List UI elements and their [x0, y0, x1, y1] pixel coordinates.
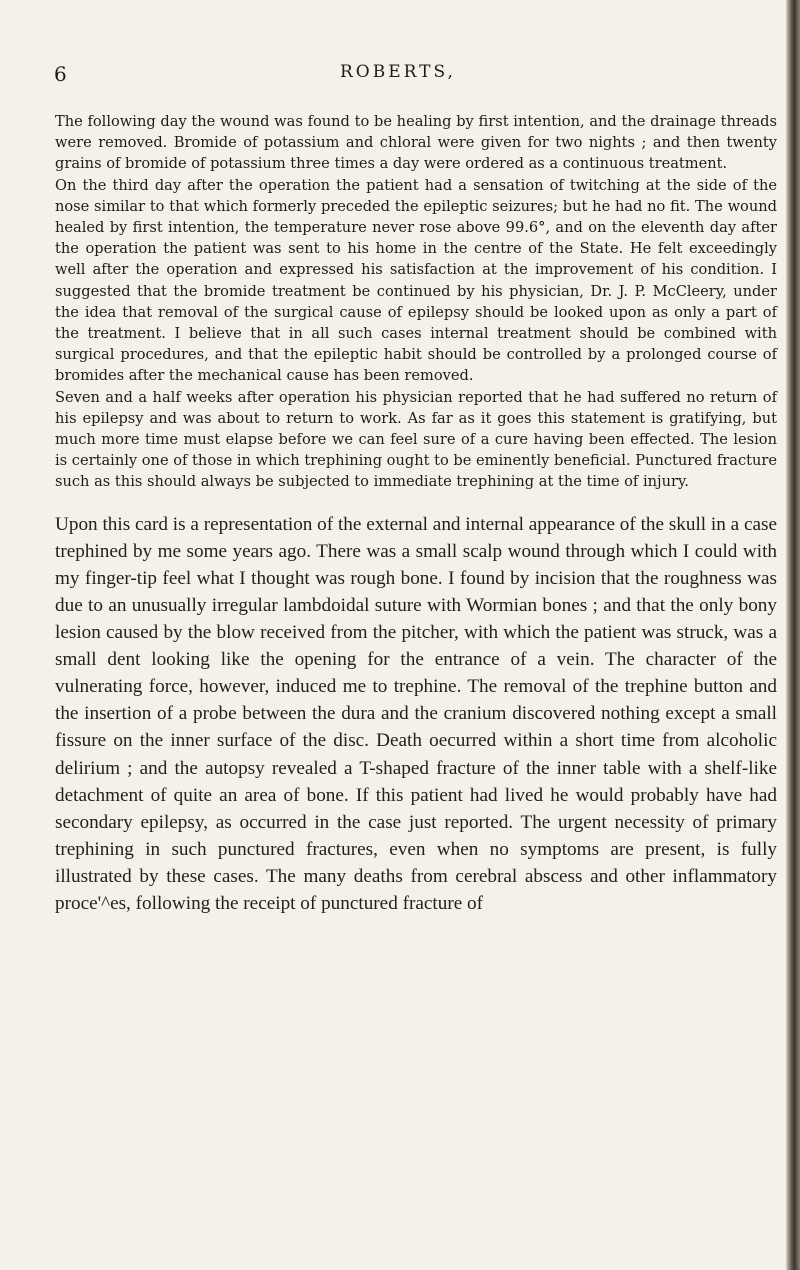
- page-edge-shadow: [786, 0, 800, 1270]
- page-number: 6: [54, 62, 68, 86]
- paragraph-3: Seven and a half weeks after operation his physician reported that he had suffered no return of his epilepsy and was about to return to work. As far as it goes this statement is gratifying, but much more time must elapse before we can feel sure of a cure having been effected. The lesion is certainly one of those in which trephining ought to be eminently beneficial. Punctured fracture such as this should always be subjected to immediate trephining at the time of injury.: [55, 388, 778, 491]
- page-header: [0, 62, 786, 92]
- paragraph-2: On the third day after the operation the patient had a sensation of twitching at the side of the nose similar to that which formerly preceded the epileptic seizures; but he had no fit. The wound healed by first intention, the temperature never rose above 99.6°, and on the eleventh day after the operation the patient was sent to his home in the centre of the State. He felt exceedingly well after the operation and expressed his satisfaction at the improvement of his condition. I suggested that the bromide treatment be continued by his physician, Dr. J. P. McCleery, under the idea that removal of the surgical cause of epilepsy should be looked upon as only a part of the treatment. I believe that in all such cases internal treatment should be combined with surgical procedures, and that the epileptic habit should be controlled by a prolonged course of bromides after the mechanical cause has been removed.: [55, 176, 777, 385]
- paragraph-1: The following day the wound was found to be healing by first intention, and the drainage threads were removed. Bromide of potassium and chloral were given for two nights ; and then twenty grains of bromide of potassium three times a day were ordered as a continuous treatment.: [55, 113, 777, 173]
- body-text: [55, 111, 777, 917]
- running-head: ROBERTS,: [340, 62, 456, 82]
- paragraph-large-type: Upon this card is a representation of the external and internal appearance of the skull in a case trephined by me some years ago. There was a small scalp wound through which I could with my finger-tip feel what I thought was rough bone. I found by incision that the roughness was due to an unusually irregular lambdoidal suture with Wormian bones ; and that the only bony lesion caused by the blow received from the pitcher, with which the patient was struck, was a small dent looking like the opening for the entrance of a vein. The character of the vulnerating force, however, induced me to trephine. The removal of the trephine button and the insertion of a probe between the dura and the cranium discovered nothing except a small fissure on the inner surface of the disc. Death oecurred within a short time from alcoholic delirium ; and the autopsy revealed a T-shaped fracture of the inner table with a shelf-like detachment of quite an area of bone. If this patient had lived he would probably have had secondary epilepsy, as occurred in the case just reported. The urgent necessity of primary trephining in such punctured fractures, even when no symptoms are present, is fully illustrated by these cases. The many deaths from cerebral abscess and other inflammatory proce'^es, following the receipt of punctured fracture of: [55, 513, 777, 914]
